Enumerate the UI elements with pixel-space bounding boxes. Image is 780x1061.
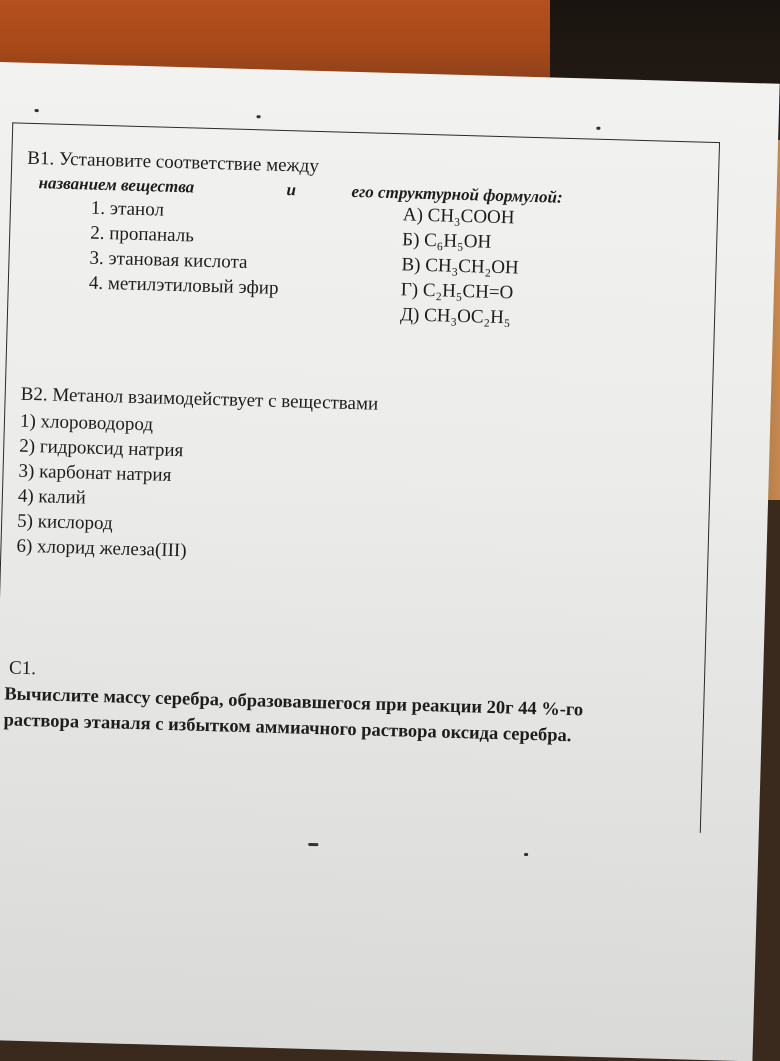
b1-formula-item: Д) CH₃OC₂H₅	[399, 304, 511, 329]
b2-option: 5) кислород	[16, 510, 113, 535]
b1-conjunction: и	[286, 180, 297, 200]
b1-column-left: названием вещества	[38, 173, 195, 197]
b1-name-item: 4. метилэтиловый эфир	[88, 272, 279, 299]
speck	[35, 109, 39, 112]
speck	[596, 127, 600, 130]
b1-name-item: 3. этановая кислота	[89, 247, 248, 273]
c1-heading: C1.	[8, 657, 37, 680]
worksheet-page	[0, 62, 780, 1061]
b2-option: 1) хлороводород	[19, 410, 154, 436]
speck	[257, 115, 261, 118]
b1-name-item: 2. пропаналь	[89, 222, 195, 247]
c1-task-line: раствора этаналя с избытком аммиачного раствора оксида серебра.	[3, 710, 572, 747]
b1-heading: B1. Установите соответствие между	[27, 147, 320, 177]
b1-formula-item: В) CH₃CH₂OH	[401, 254, 519, 279]
speck	[308, 843, 318, 846]
c1-task-line: Вычислите массу серебра, образовавшегося при реакции 20г 44 %-го	[4, 684, 584, 721]
b1-name-item: 1. этанол	[90, 197, 165, 221]
b2-option: 3) карбонат натрия	[18, 460, 172, 486]
b2-option: 2) гидроксид натрия	[18, 435, 184, 462]
b1-column-right: его структурной формулой:	[351, 181, 563, 207]
b2-option: 6) хлорид железа(III)	[16, 535, 187, 562]
b2-heading: B2. Метанол взаимодействует с веществами	[20, 383, 379, 415]
b1-formula-item: Б) C₆H₅OH	[401, 229, 492, 253]
b1-formula-item: А) CH₃COOH	[402, 204, 515, 229]
b2-option: 4) калий	[17, 485, 87, 509]
b1-formula-item: Г) C₂H₅CH=O	[400, 279, 514, 304]
speck	[524, 853, 528, 856]
